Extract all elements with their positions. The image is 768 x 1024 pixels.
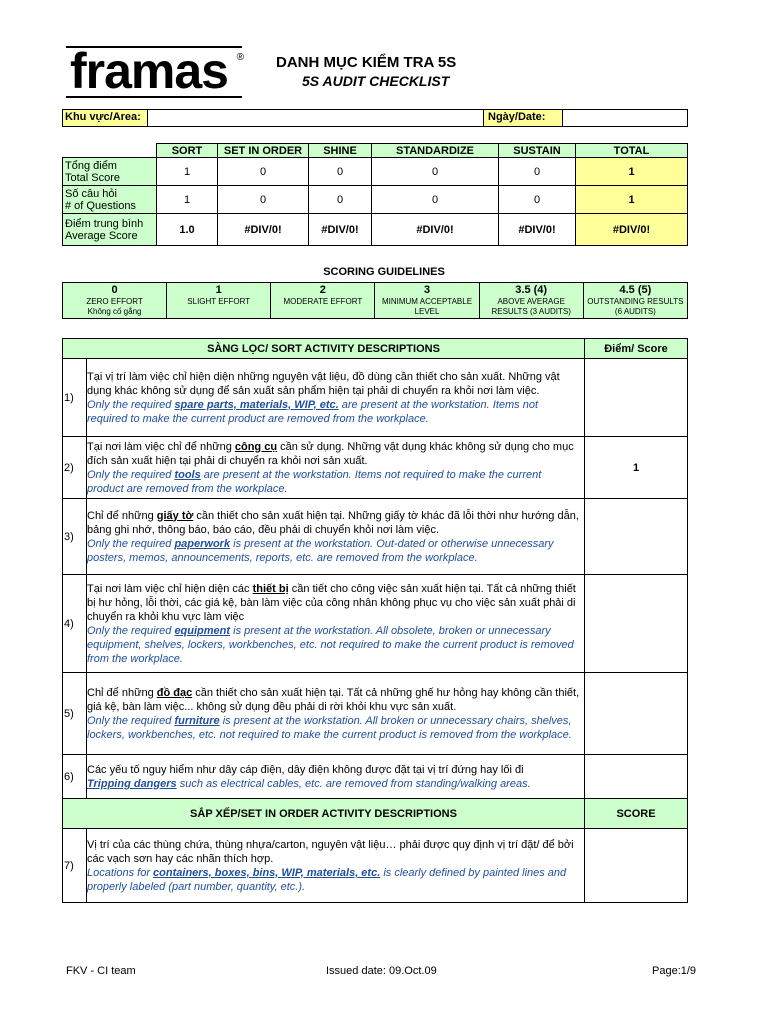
col-sort: SORT (157, 144, 218, 158)
item-description (87, 499, 585, 575)
guideline-desc-2: RESULTS (3 AUDITS) (491, 307, 571, 316)
total-cell[interactable]: 1 (576, 158, 688, 186)
activity-row (63, 575, 688, 673)
footer-team: FKV - CI team (66, 965, 136, 977)
item-description (87, 437, 585, 499)
en-keyword: paperwork (174, 537, 231, 550)
col-sustain: SUSTAIN (499, 144, 576, 158)
description-vi (87, 763, 580, 777)
score-cell[interactable]: 0 (372, 186, 499, 214)
activity-row (63, 829, 688, 903)
score-cell[interactable]: 0 (499, 158, 576, 186)
item-description (87, 755, 585, 799)
sort-items (63, 359, 688, 799)
description-vi (87, 509, 580, 537)
row-label (63, 186, 157, 214)
activity-row (63, 755, 688, 799)
item-description (87, 673, 585, 755)
guideline-cell (63, 283, 167, 319)
en-text: Only the required (87, 714, 175, 727)
en-text: Only the required (87, 398, 175, 411)
item-score-cell[interactable] (585, 359, 688, 437)
description-en (87, 714, 580, 742)
vi-text-rest: cần tiết cho công việc sản xuất hiện tại. Tất cả những thiết bị hư hỏng, lỗi thời, các giá kệ, bàn làm việc của công nhân không phục vụ cho việc sản xuất phải di chuyển ra khỏi khu vực làm việc (87, 582, 576, 623)
score-cell[interactable]: 1.0 (157, 214, 218, 246)
en-keyword: tools (174, 468, 201, 481)
guideline-desc: OUTSTANDING RESULTS (587, 297, 684, 306)
footer-issued-date: Issued date: 09.Oct.09 (326, 965, 437, 977)
guideline-desc: MINIMUM ACCEPTABLE (381, 297, 473, 306)
footer-page: Page:1/9 (652, 965, 697, 977)
guideline-cell (479, 283, 583, 319)
guideline-desc-2: (6 AUDITS) (614, 307, 656, 316)
item-score-cell[interactable]: 1 (585, 437, 688, 499)
score-cell[interactable]: #DIV/0! (499, 214, 576, 246)
score-row-total (63, 158, 688, 186)
en-text: Only the required (87, 537, 175, 550)
item-number: 1) (63, 359, 87, 437)
scoring-guidelines-table (62, 282, 688, 319)
vi-text: Các yếu tố nguy hiểm như dây cáp điện, dây điện không được đặt tại vị trí đứng hay lối đi (87, 763, 524, 776)
sort-section-header (63, 339, 688, 359)
score-cell[interactable]: 0 (309, 158, 372, 186)
sort-section-title: SÀNG LỌC/ SORT ACTIVITY DESCRIPTIONS (63, 339, 585, 359)
description-vi (87, 440, 580, 468)
vi-text-rest: cần thiết cho sản xuất hiện tại. Tất cả những ghế hư hỏng hay không cần thiết, giá kệ, bàn làm việc... không sử dụng đều phải di rời khỏi khu vực sản xuất. (87, 686, 580, 713)
en-text-rest: is present at the workstation. Out-dated or otherwise unnecessary posters, memos, announcements, reports, etc. are removed from the workplace. (87, 537, 554, 564)
vi-text: Vị trí của các thùng chứa, thùng nhựa/carton, nguyên vật liệu… phải được quy định vị trí đặt/ để bởi các vạch sơn hay các nhãn thích hợp. (87, 838, 574, 865)
blank-header-cell (63, 144, 157, 158)
description-vi (87, 370, 580, 398)
guideline-cell (271, 283, 375, 319)
activity-table (62, 338, 688, 903)
description-vi (87, 838, 580, 866)
scoring-guidelines-title: SCORING GUIDELINES (323, 266, 445, 278)
en-keyword: equipment (174, 624, 231, 637)
guideline-cell (167, 283, 271, 319)
en-text-rest: is present at the workstation. All broken or unnecessary chairs, shelves, lockers, workbenches, etc. not required to make the current product is removed from the workplace. (87, 714, 572, 741)
score-cell[interactable]: 1 (157, 186, 218, 214)
en-text: Locations for (87, 866, 154, 879)
guideline-desc: ZERO EFFORT (86, 297, 143, 306)
activity-row (63, 359, 688, 437)
set-section-header (63, 799, 688, 829)
guideline-score: 0 (111, 284, 118, 296)
row-label-vi: Tổng điểm (65, 159, 117, 172)
en-text-rest: is clearly defined by painted lines and properly labeled (part number, quantity, etc.). (87, 866, 567, 893)
score-cell[interactable]: #DIV/0! (309, 214, 372, 246)
framas-logo (66, 43, 244, 99)
date-label: Ngày/Date: (483, 110, 563, 126)
description-en (87, 537, 580, 565)
item-number: 5) (63, 673, 87, 755)
col-standardize: STANDARDIZE (372, 144, 499, 158)
row-label-en: Average Score (65, 229, 138, 242)
en-text-rest: is present at the workstation. All obsolete, broken or unnecessary equipment, shelves, lockers, workbenches, etc. not required to make the current product is removed from the workplace. (87, 624, 574, 665)
item-number: 7) (63, 829, 87, 903)
score-cell[interactable]: #DIV/0! (218, 214, 309, 246)
row-label-en: # of Questions (65, 199, 136, 212)
set-score-label: SCORE (585, 799, 688, 829)
col-set-in-order: SET IN ORDER (218, 144, 309, 158)
score-cell[interactable]: 0 (372, 158, 499, 186)
description-vi (87, 582, 580, 624)
title-vietnamese: DANH MỤC KIỂM TRA 5S (276, 54, 457, 71)
guideline-cell (375, 283, 479, 319)
score-cell[interactable]: #DIV/0! (372, 214, 499, 246)
description-en (87, 624, 580, 666)
item-score-cell[interactable] (585, 673, 688, 755)
guidelines-row (63, 283, 688, 319)
col-total: TOTAL (576, 144, 688, 158)
item-description (87, 359, 585, 437)
score-row-average (63, 214, 688, 246)
guideline-desc: ABOVE AVERAGE (497, 297, 565, 306)
item-score-cell[interactable] (585, 755, 688, 799)
vi-keyword: công cụ (234, 440, 278, 453)
row-label-en: Total Score (65, 171, 121, 184)
score-summary-table (62, 143, 688, 246)
description-vi (87, 686, 580, 714)
activity-row (63, 437, 688, 499)
en-text-rest: are present at the workstation. Items not required to make the current product are removed from the workplace. (87, 398, 539, 425)
area-label: Khu vực/Area: (63, 110, 148, 126)
vi-text: Tại vị trí làm việc chỉ hiện diện những nguyên vật liệu, đồ dùng cần thiết cho sản xuất. Những vật dụng khác không sử dụng để sản xuất sản phẩm hiện tại phải di chuyển ra khỏi nơi làm việc. (87, 370, 560, 397)
score-cell[interactable]: 0 (309, 186, 372, 214)
item-description (87, 575, 585, 673)
description-en (87, 866, 580, 894)
en-keyword: containers, boxes, bins, WIP, materials, etc. (153, 866, 381, 879)
item-score-cell[interactable] (585, 829, 688, 903)
set-section-title: SẮP XẾP/SET IN ORDER ACTIVITY DESCRIPTIONS (63, 799, 585, 829)
score-row-questions (63, 186, 688, 214)
vi-text: Chỉ để những (87, 509, 157, 522)
guideline-desc: MODERATE EFFORT (283, 297, 363, 306)
row-label-vi: Điểm trung bình (65, 217, 144, 230)
row-label (63, 214, 157, 246)
vi-text: Chỉ để những (87, 686, 157, 699)
vi-keyword: giấy tờ (156, 509, 194, 522)
description-en (87, 398, 580, 426)
guideline-score: 1 (215, 284, 222, 296)
item-score-cell[interactable] (585, 499, 688, 575)
vi-text-rest: cần sử dụng. Những vật dụng khác không sử dụng cho mục đích sản xuất hiện tại phải di chuyển ra khỏi nơi sản xuất. (87, 440, 574, 467)
item-number: 2) (63, 437, 87, 499)
en-keyword: Tripping dangers (87, 777, 177, 790)
activity-row (63, 499, 688, 575)
row-label-vi: Số câu hỏi (65, 187, 117, 200)
guideline-score: 2 (319, 284, 326, 296)
vi-keyword: đồ đạc (156, 686, 193, 699)
vi-keyword: thiết bị (252, 582, 289, 595)
vi-text: Tại nơi làm việc chỉ để những (87, 440, 235, 453)
en-keyword: spare parts, materials, WIP, etc. (174, 398, 339, 411)
guideline-desc-2: Không cố gắng (87, 307, 142, 316)
score-cell[interactable]: 0 (499, 186, 576, 214)
sort-score-label: Điểm/ Score (585, 339, 688, 359)
en-text-rest: such as electrical cables, etc. are removed from standing/walking areas. (176, 777, 531, 790)
description-en (87, 468, 580, 496)
area-date-row (62, 109, 688, 127)
item-score-cell[interactable] (585, 575, 688, 673)
guideline-score: 4.5 (5) (619, 284, 652, 296)
score-cell[interactable]: 0 (218, 158, 309, 186)
score-header-row (63, 144, 688, 158)
vi-text-rest: cần thiết cho sản xuất hiện tại. Những giấy tờ khác đã lỗi thời như hướng dẫn, bảng ghi nhớ, thông báo, báo cáo, đều phải di chuyển khỏi nơi làm việc. (87, 509, 579, 536)
row-label (63, 158, 157, 186)
vi-text: Tại nơi làm việc chỉ hiện diện các (87, 582, 253, 595)
en-text: Only the required (87, 624, 175, 637)
score-cell[interactable]: 1 (157, 158, 218, 186)
item-number: 6) (63, 755, 87, 799)
guideline-cell (583, 283, 687, 319)
guideline-desc-2: LEVEL (414, 307, 440, 316)
en-text-rest: are present at the workstation. Items not required to make the current product are removed from the workplace. (87, 468, 542, 495)
en-text: Only the required (87, 468, 175, 481)
item-number: 4) (63, 575, 87, 673)
activity-row (63, 673, 688, 755)
total-cell[interactable]: #DIV/0! (576, 214, 688, 246)
total-cell[interactable]: 1 (576, 186, 688, 214)
score-cell[interactable]: 0 (218, 186, 309, 214)
en-keyword: furniture (174, 714, 220, 727)
guideline-score: 3.5 (4) (515, 284, 548, 296)
guideline-score: 3 (423, 284, 431, 296)
description-en (87, 777, 580, 791)
item-description (87, 829, 585, 903)
title-english: 5S AUDIT CHECKLIST (302, 73, 450, 89)
registered-mark: ® (236, 52, 244, 63)
item-number: 3) (63, 499, 87, 575)
logo-wordmark: framas (70, 43, 228, 99)
col-shine: SHINE (309, 144, 372, 158)
set-items (63, 829, 688, 903)
guideline-desc: SLIGHT EFFORT (187, 297, 251, 306)
